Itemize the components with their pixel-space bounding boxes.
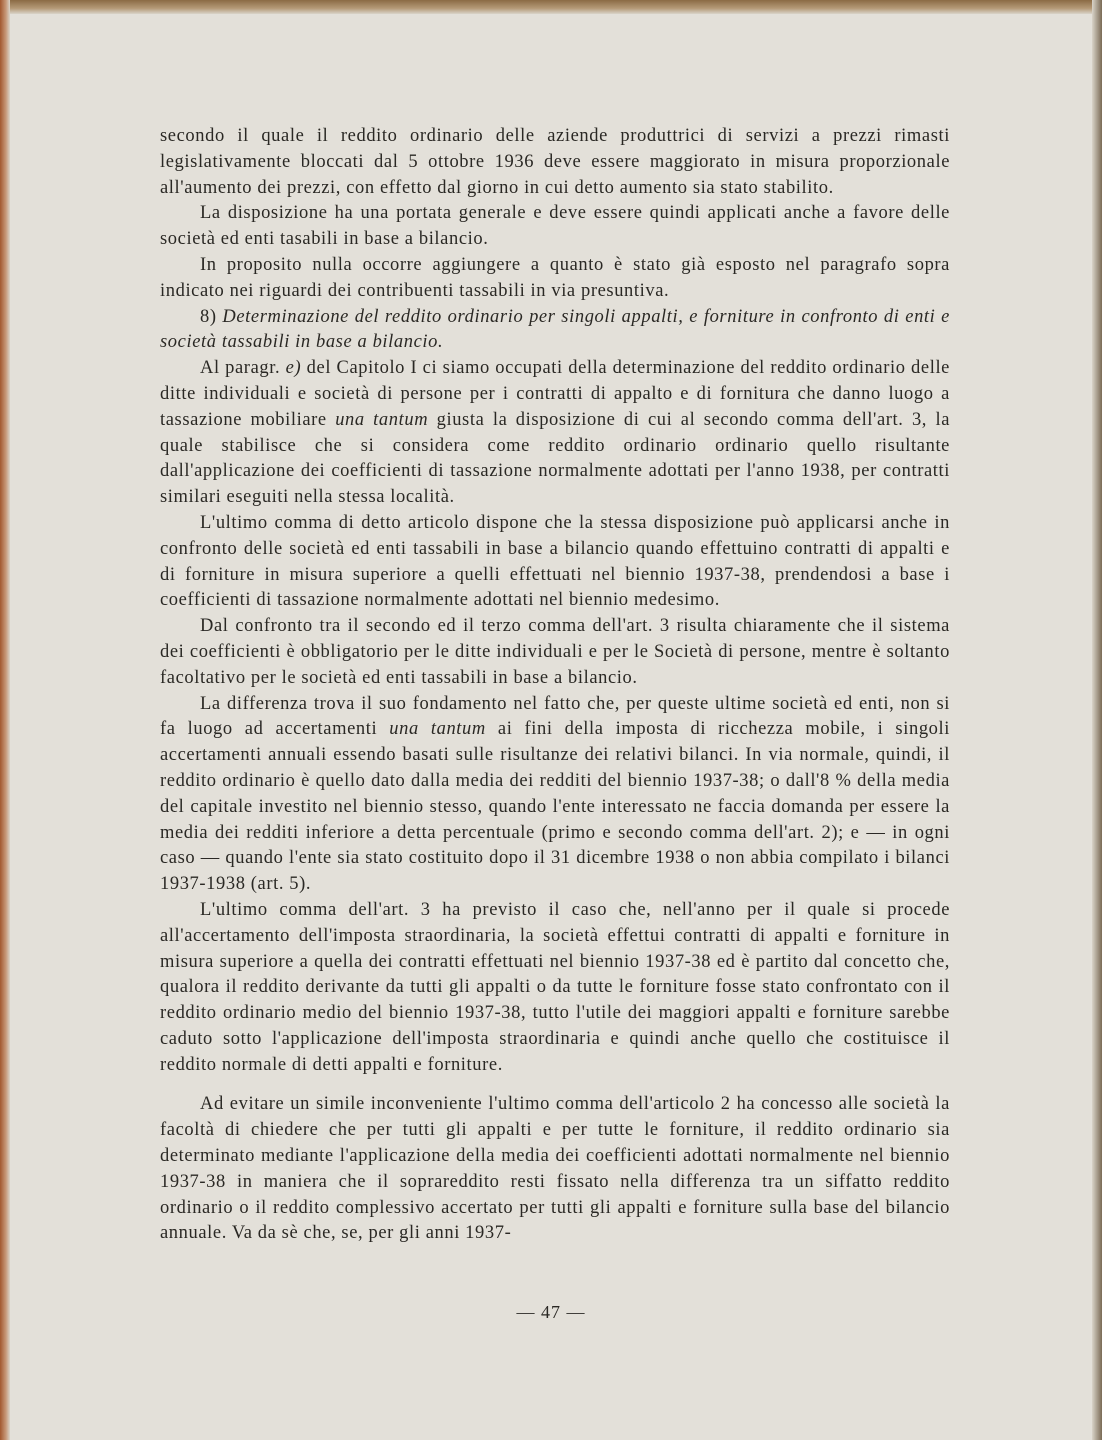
paragraph: La disposizione ha una portata generale e deve essere quindi applicati anche a favore delle società ed enti tasabili in base a bilancio. xyxy=(160,203,950,250)
paragraph-text: giusta la disposizione di cui al secondo comma dell'art. 3, la quale stabilisce che si considera come reddito ordinario ordinario quello risultante dall'applicazione dei coefficienti di tassazione normalmente adottati per l'anno 1938, per contratti similari eseguiti nella stessa località. xyxy=(160,409,951,508)
section-title: Determinazione del reddito ordinario per singoli appalti, e forniture in confronto di enti e società tassabili in base a bilancio. xyxy=(160,306,950,353)
italic-phrase: una tantum xyxy=(389,719,486,740)
paragraph: Ad evitare un simile inconveniente l'ultimo comma dell'articolo 2 ha concesso alle società la facoltà di chiedere che per tutti gli appalti e per tutte le forniture, il reddito ordinario sia determinato mediante l'applicazione della media dei coefficienti adottati normalmente nel biennio 1937-38 in maniera che il soprareddito resti fissato nella differenza tra un siffatto reddito ordinario o il reddito complessivo accertato per tutti gli appalti e forniture sulla base del bilancio annuale. Va da sè che, se, per gli anni 1937- xyxy=(160,1094,950,1244)
page-binding-edge xyxy=(0,0,10,1440)
page-top-edge xyxy=(0,0,1102,14)
paragraph xyxy=(160,692,950,898)
page-right-edge xyxy=(1092,0,1102,1440)
paragraph-text: ai fini della imposta di ricchezza mobile, i singoli accertamenti annuali essendo basati sulle risultanze dei relativi bilanci. In via normale, quindi, il reddito ordinario è quello dato dalla media dei redditi del biennio 1937-38; o dall'8 % della media del capitale investito nel biennio stesso, quando l'ente interessato ne faccia domanda per essere la media dei redditi inferiore a detta percentuale (primo e secondo comma dell'art. 2); e — in ogni caso — quando l'ente sia stato costituito dopo il 31 dicembre 1938 o non abbia compilato i bilanci 1937-1938 (art. 5). xyxy=(160,719,950,895)
paragraph-text: La differenza trova il suo fondamento nel fatto che, per queste ultime società ed enti, non si fa luogo ad accertamenti xyxy=(160,693,950,740)
section-heading xyxy=(160,305,950,357)
body-text xyxy=(160,124,950,1247)
paragraph xyxy=(160,356,950,511)
paragraph: In proposito nulla occorre aggiungere a quanto è stato già esposto nel paragrafo sopra indicato nei riguardi dei contribuenti tassabili in via presuntiva. xyxy=(160,254,950,301)
paragraph: L'ultimo comma dell'art. 3 ha previsto il caso che, nell'anno per il quale si procede all'accertamento dell'imposta straordinaria, la società effettui contratti di appalti e forniture in misura superiore a quella dei contratti effettuati nel biennio 1937-38 ed è partito dal concetto che, qualora il reddito derivante da tutti gli appalti o da tutte le forniture fosse stato confrontato con il reddito ordinario medio del biennio 1937-38, tutto l'utile dei maggiori appalti e forniture sarebbe caduto sotto l'applicazione dell'imposta straordinaria e quindi anche quello che costituisce il reddito normale di detti appalti e forniture. xyxy=(160,899,950,1075)
paragraph-text: Al paragr. xyxy=(200,358,286,379)
section-number: 8) xyxy=(200,306,217,327)
paragraph: L'ultimo comma di detto articolo dispone che la stessa disposizione può applicarsi anche in confronto delle società ed enti tassabili in base a bilancio quando effettuino contratti di appalti e di forniture in misura superiore a quelli effettuati nel biennio 1937-38, prendendosi a base i coefficienti di tassazione normalmente adottati nel biennio medesimo. xyxy=(160,512,950,611)
paragraph: Dal confronto tra il secondo ed il terzo comma dell'art. 3 risulta chiaramente che il sistema dei coefficienti è obbligatorio per le ditte individuali e per le Società di persone, mentre è soltanto facoltativo per le società ed enti tassabili in base a bilancio. xyxy=(160,616,950,688)
paragraph-text: del Capitolo I ci siamo occupati della determinazione del reddito ordinario delle ditte individuali e società di persone per i contratti di appalto e di fornitura che danno luogo a tassazione mobiliare xyxy=(160,358,950,430)
page-number: — 47 — xyxy=(516,1302,586,1322)
paragraph-letter: e) xyxy=(285,358,302,379)
italic-phrase: una tantum xyxy=(335,409,429,430)
paragraph-continuation: secondo il quale il reddito ordinario delle aziende produttrici di servizi a prezzi rimasti legislativamente bloccati dal 5 ottobre 1936 deve essere maggiorato in misura proporzionale all'aumento dei prezzi, con effetto dal giorno in cui detto aumento sia stato stabilito. xyxy=(160,126,950,198)
